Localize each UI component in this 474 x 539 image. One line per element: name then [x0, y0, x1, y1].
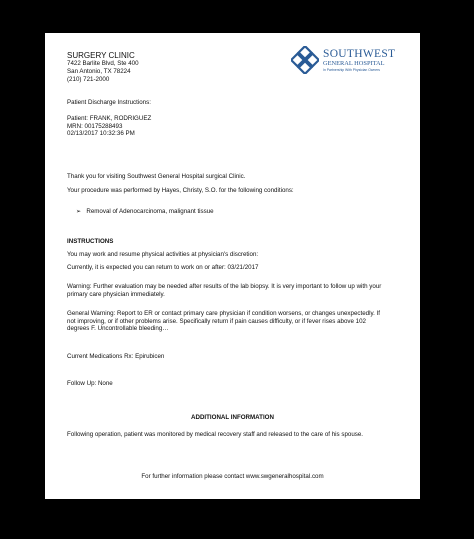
logo-tagline: In Partnership With Physician Owners	[323, 68, 380, 72]
additional-info-text: Following operation, patient was monitored by medical recovery staff and released to the care of his spouse.	[67, 431, 364, 438]
bullet-arrow-icon: ➢	[76, 208, 82, 215]
patient-name: Patient: FRANK, RODRIGUEZ	[67, 115, 152, 122]
condition-text: Removal of Adenocarcinoma, malignant tissue	[86, 208, 214, 215]
condition-list-item	[76, 208, 214, 216]
follow-up: Follow Up: None	[67, 380, 113, 387]
footer-contact: For further information please contact www.swgeneralhospital.com	[141, 473, 324, 480]
warning-general: General Warning: Report to ER or contact primary care physician if condition worsens, or changes unexpectedly. If not improving, or if other problems arise. Specifically return if pain causes difficulty, or if fever rises above 102 degrees F. Uncontrollable bleeding…	[67, 310, 380, 333]
clinic-address-line2: San Antonio, TX 78224	[67, 68, 131, 75]
clinic-header	[67, 51, 139, 83]
additional-info-heading: ADDITIONAL INFORMATION	[191, 414, 274, 421]
visit-datetime: 02/13/2017 10:32:36 PM	[67, 130, 135, 138]
logo-subname: GENERAL HOSPITAL	[323, 60, 385, 67]
clinic-phone: (210) 721-2000	[67, 75, 110, 83]
current-medications: Current Medications Rx: Epirubicen	[67, 353, 165, 360]
southwest-cross-icon	[291, 46, 319, 74]
warning-biopsy: Warning: Further evaluation may be needed after results of the lab biopsy. It is very important to follow up with your primary care physician immediately.	[67, 283, 382, 298]
instructions-line2: Currently, it is expected you can return to work on or after: 03/21/2017	[67, 264, 259, 271]
hospital-logo	[291, 45, 419, 79]
procedure-text: Your procedure was performed by Hayes, Christy, S.O. for the following conditions:	[67, 187, 294, 194]
document-page	[45, 33, 420, 499]
patient-info	[67, 115, 151, 138]
instructions-line1: You may work and resume physical activities at physician's discretion:	[67, 251, 259, 258]
document-title: Patient Discharge Instructions:	[67, 99, 151, 106]
clinic-address-line1: 7422 Barlite Blvd, Ste 400	[67, 60, 139, 68]
instructions-heading: INSTRUCTIONS	[67, 238, 114, 245]
logo-name: SOUTHWEST	[323, 48, 396, 60]
patient-mrn: MRN: 00175288493	[67, 122, 123, 130]
clinic-name: SURGERY CLINIC	[67, 51, 135, 60]
thanks-text: Thank you for visiting Southwest General Hospital surgical Clinic.	[67, 173, 246, 180]
